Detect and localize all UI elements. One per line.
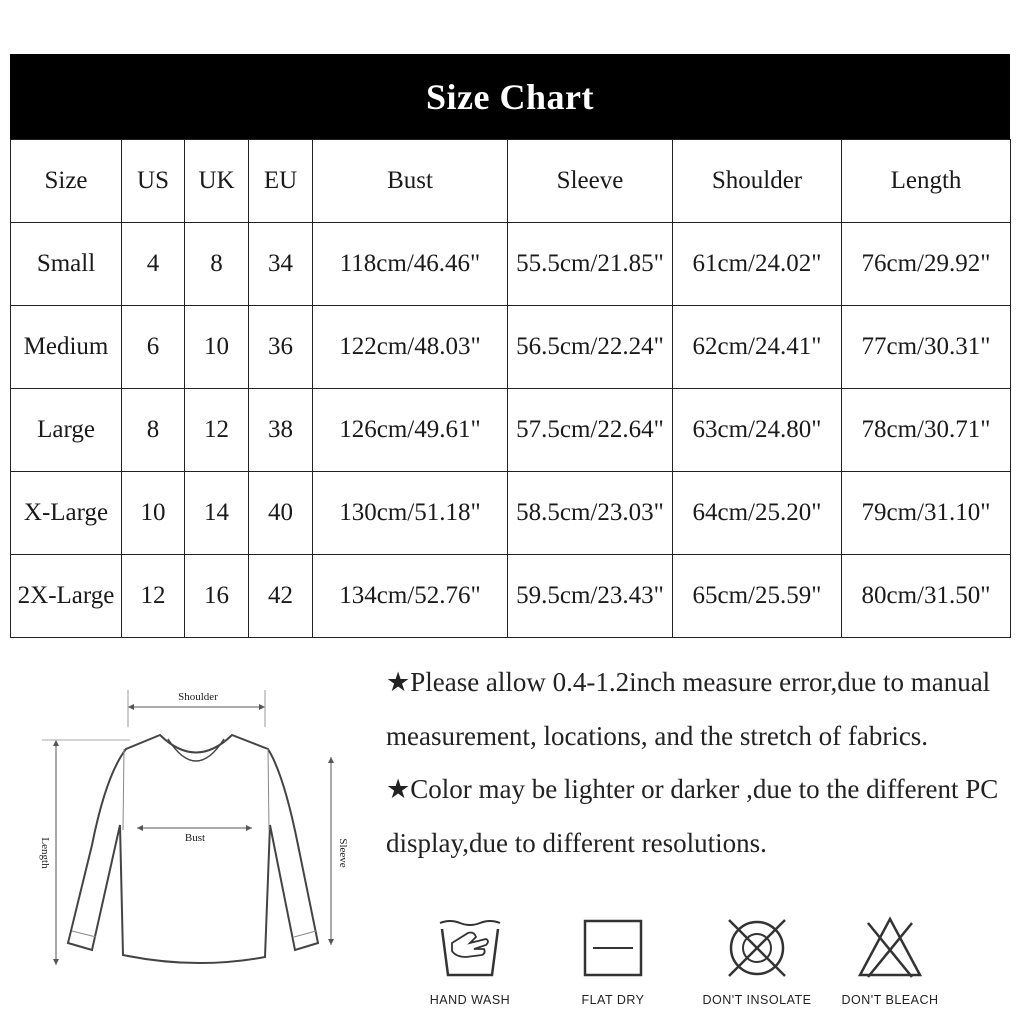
- table-cell: 10: [185, 306, 249, 389]
- table-cell: Medium: [11, 306, 122, 389]
- flat-dry-icon: [573, 915, 653, 979]
- shoulder-label: Shoulder: [178, 691, 218, 703]
- table-cell: 8: [185, 223, 249, 306]
- table-cell: 12: [185, 389, 249, 472]
- table-cell: 16: [185, 555, 249, 638]
- table-cell: 126cm/49.61": [313, 389, 508, 472]
- table-cell: Large: [11, 389, 122, 472]
- table-cell: 77cm/30.31": [842, 306, 1011, 389]
- care-label-hand-wash: HAND WASH: [429, 993, 511, 1007]
- table-cell: 8: [122, 389, 185, 472]
- header-eu: EU: [249, 140, 313, 223]
- care-item-dont-bleach: [830, 915, 950, 1007]
- table-cell: 14: [185, 472, 249, 555]
- table-cell: 130cm/51.18": [313, 472, 508, 555]
- table-row: [11, 306, 1011, 389]
- header-size: Size: [11, 140, 122, 223]
- measure-error-note: ★Please allow 0.4-1.2inch measure error,due to manual measurement, locations, and the stretch of fabrics.: [386, 667, 991, 751]
- table-cell: 55.5cm/21.85": [508, 223, 673, 306]
- table-cell: 56.5cm/22.24": [508, 306, 673, 389]
- table-cell: 40: [249, 472, 313, 555]
- table-cell: 57.5cm/22.64": [508, 389, 673, 472]
- notes-section: [386, 656, 1016, 870]
- table-cell: X-Large: [11, 472, 122, 555]
- table-cell: 122cm/48.03": [313, 306, 508, 389]
- size-chart-title-bar: [10, 54, 1010, 139]
- table-cell: 80cm/31.50": [842, 555, 1011, 638]
- table-cell: 42: [249, 555, 313, 638]
- dont-bleach-icon: [850, 915, 930, 979]
- care-item-dont-insolate: [697, 915, 817, 1007]
- table-cell: 12: [122, 555, 185, 638]
- sleeve-label: Sleeve: [337, 838, 349, 868]
- table-cell: 78cm/30.71": [842, 389, 1011, 472]
- table-cell: 34: [249, 223, 313, 306]
- size-table: [10, 139, 1011, 638]
- table-cell: 58.5cm/23.03": [508, 472, 673, 555]
- page-title: Size Chart: [426, 76, 594, 117]
- table-cell: Small: [11, 223, 122, 306]
- care-label-dont-insolate: DON'T INSOLATE: [702, 993, 812, 1007]
- dont-insolate-icon: [717, 915, 797, 979]
- care-item-flat-dry: [553, 915, 673, 1007]
- care-instructions: [410, 915, 1010, 1020]
- header-shoulder: Shoulder: [673, 140, 842, 223]
- bust-label: Bust: [184, 832, 206, 844]
- table-cell: 76cm/29.92": [842, 223, 1011, 306]
- table-row: [11, 472, 1011, 555]
- table-cell: 38: [249, 389, 313, 472]
- length-label: Length: [39, 837, 51, 869]
- hand-wash-icon: [430, 915, 510, 979]
- table-cell: 59.5cm/23.43": [508, 555, 673, 638]
- header-sleeve: Sleeve: [508, 140, 673, 223]
- table-cell: 61cm/24.02": [673, 223, 842, 306]
- table-cell: 118cm/46.46": [313, 223, 508, 306]
- header-bust: Bust: [313, 140, 508, 223]
- table-row: [11, 555, 1011, 638]
- header-us: US: [122, 140, 185, 223]
- garment-measurement-diagram: [20, 665, 370, 1000]
- table-cell: 62cm/24.41": [673, 306, 842, 389]
- care-item-hand-wash: [410, 915, 530, 1007]
- table-cell: 36: [249, 306, 313, 389]
- care-label-dont-bleach: DON'T BLEACH: [841, 993, 939, 1007]
- table-cell: 6: [122, 306, 185, 389]
- table-cell: 4: [122, 223, 185, 306]
- table-row: [11, 389, 1011, 472]
- table-cell: 79cm/31.10": [842, 472, 1011, 555]
- shirt-outline: [68, 735, 318, 963]
- table-cell: 2X-Large: [11, 555, 122, 638]
- table-cell: 10: [122, 472, 185, 555]
- table-header-row: [11, 140, 1011, 223]
- color-note: ★Color may be lighter or darker ,due to the different PC display,due to different resolutions.: [386, 774, 999, 858]
- table-cell: 64cm/25.20": [673, 472, 842, 555]
- header-length: Length: [842, 140, 1011, 223]
- table-row: [11, 223, 1011, 306]
- header-uk: UK: [185, 140, 249, 223]
- table-cell: 134cm/52.76": [313, 555, 508, 638]
- care-label-flat-dry: FLAT DRY: [581, 993, 645, 1007]
- table-cell: 65cm/25.59": [673, 555, 842, 638]
- table-cell: 63cm/24.80": [673, 389, 842, 472]
